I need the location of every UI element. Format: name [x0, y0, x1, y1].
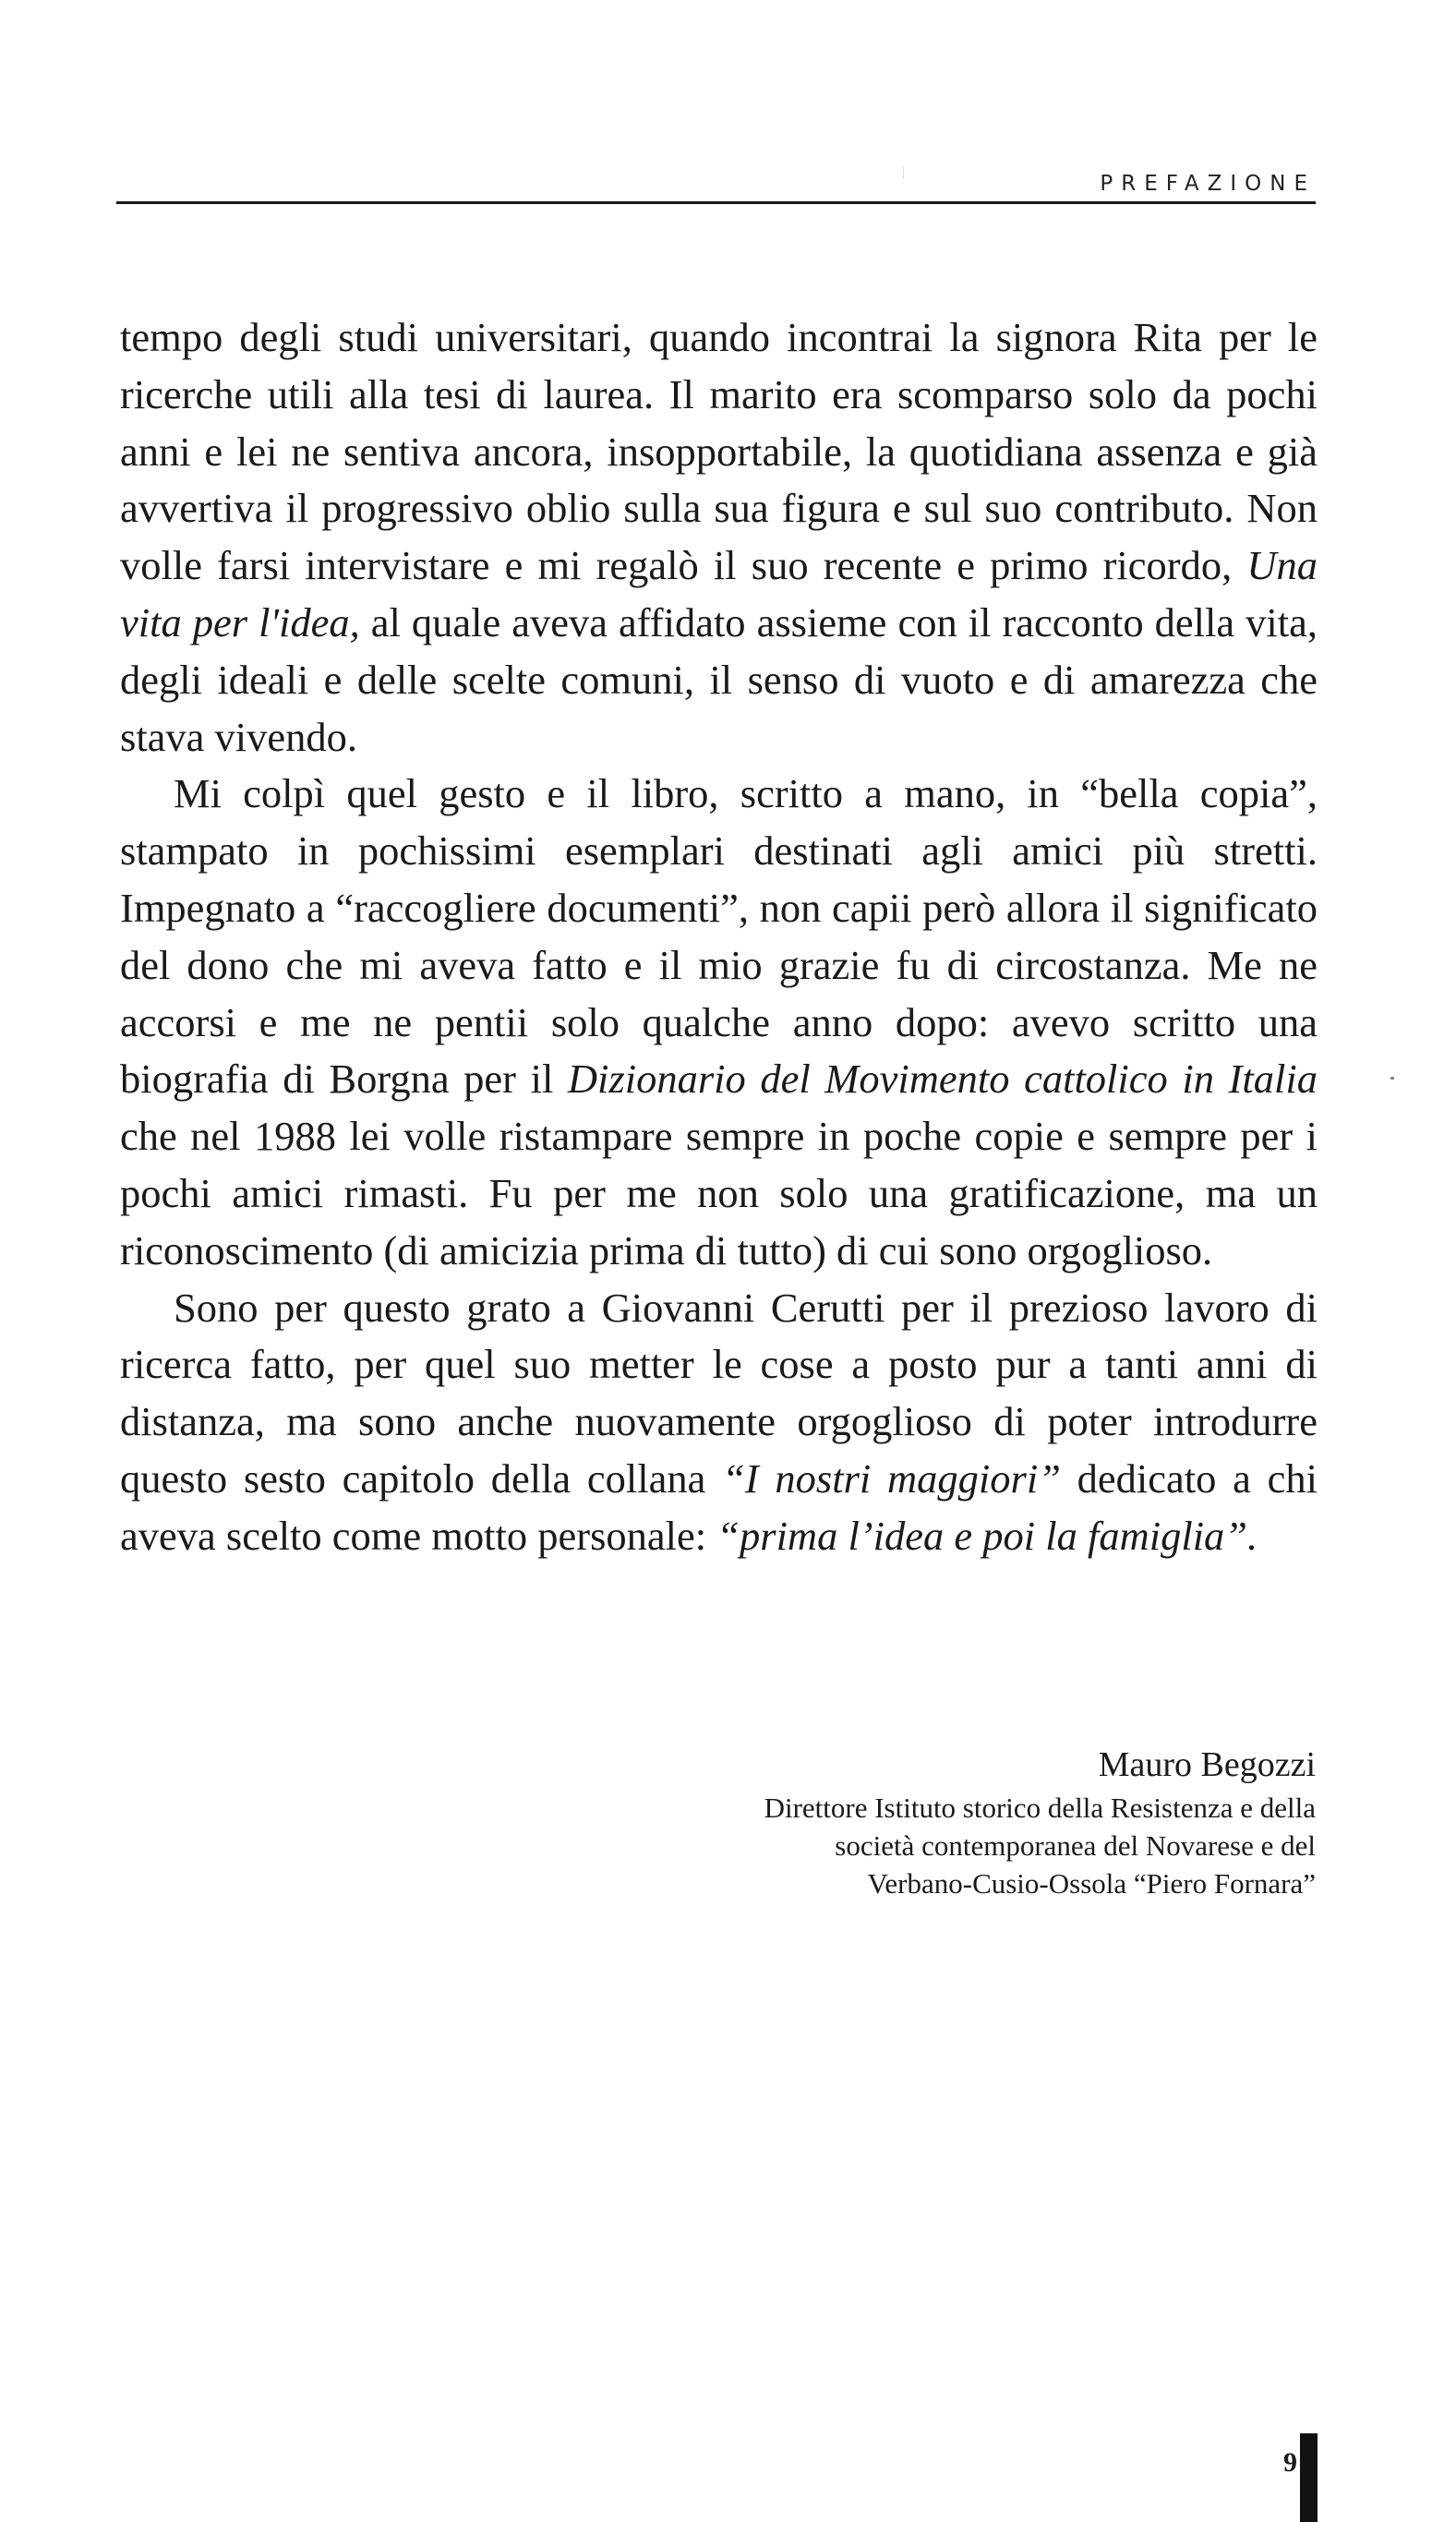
- scan-artifact: [903, 166, 904, 179]
- text-run: che nel 1988 lei volle ristampare sempre in poche copie e sempre per i pochi amici rimasti. Fu per me non solo una gratificazione, ma un riconoscimento (di amicizia prima di tutto) di cui sono orgoglioso.: [120, 1113, 1318, 1273]
- text-run: al quale aveva affidato assieme con il racconto della vita, degli ideali e delle scelte comuni, il senso di vuoto e di amarezza che stava vivendo.: [120, 598, 1318, 760]
- italic-text-run: Una vita per l'idea,: [120, 542, 1318, 646]
- page-number: 9: [1283, 2447, 1297, 2478]
- italic-text-run: Dizionario del Movimento cattolico in Italia: [567, 1056, 1318, 1103]
- signature-block: [764, 1741, 1316, 1902]
- paragraph-3: [120, 1280, 1318, 1565]
- signature-role-line-3: Verbano-Cusio-Ossola “Piero Fornara”: [867, 1867, 1316, 1900]
- page-edge-marker: [1300, 2433, 1318, 2522]
- scan-artifact: [1390, 1077, 1394, 1080]
- header-rule: [116, 201, 1316, 204]
- signature-role-line-2: società contemporanea del Novarese e del: [835, 1829, 1316, 1862]
- body-text: [120, 309, 1318, 1565]
- paragraph-1: [120, 309, 1318, 766]
- italic-text-run: “prima l’idea e poi la famiglia”.: [716, 1512, 1258, 1559]
- text-run: dedicato a chi aveva scelto come motto personale:: [120, 1454, 1318, 1559]
- text-run: Mi colpì quel gesto e il libro, scritto a mano, in “bella copia”, stampato in pochissimi esemplari destinati agli amici più stretti. Impegnato a “raccogliere documenti”, non capii però allora il significato del dono che mi aveva fatto e il mio grazie fu di circostanza. Me ne accorsi e me ne pentii solo qualche anno dopo: avevo scritto una biografia di Borgna per il: [120, 770, 1318, 1103]
- signature-role-line-1: Direttore Istituto storico della Resistenza e della: [764, 1792, 1316, 1824]
- text-run: Sono per questo grato a Giovanni Cerutti per il prezioso lavoro di ricerca fatto, per quel suo metter le cose a posto pur a tanti anni di distanza, ma sono anche nuovamente orgoglioso di poter introdurre questo sesto capitolo della collana: [120, 1284, 1318, 1502]
- paragraph-2: [120, 766, 1318, 1279]
- signature-name: Mauro Begozzi: [1098, 1745, 1316, 1784]
- italic-text-run: “I nostri maggiori”: [722, 1454, 1061, 1502]
- text-run: tempo degli studi universitari, quando incontrai la signora Rita per le ricerche utili alla tesi di laurea. Il marito era scomparso solo da pochi anni e lei ne sentiva ancora, insopportabile, la quotidiana assenza e già avvertiva il progressivo oblio sulla sua figura e sul suo contributo. Non volle farsi intervistare e mi regalò il suo recente e primo ricordo,: [120, 314, 1318, 589]
- running-head: PREFAZIONE: [1100, 172, 1316, 196]
